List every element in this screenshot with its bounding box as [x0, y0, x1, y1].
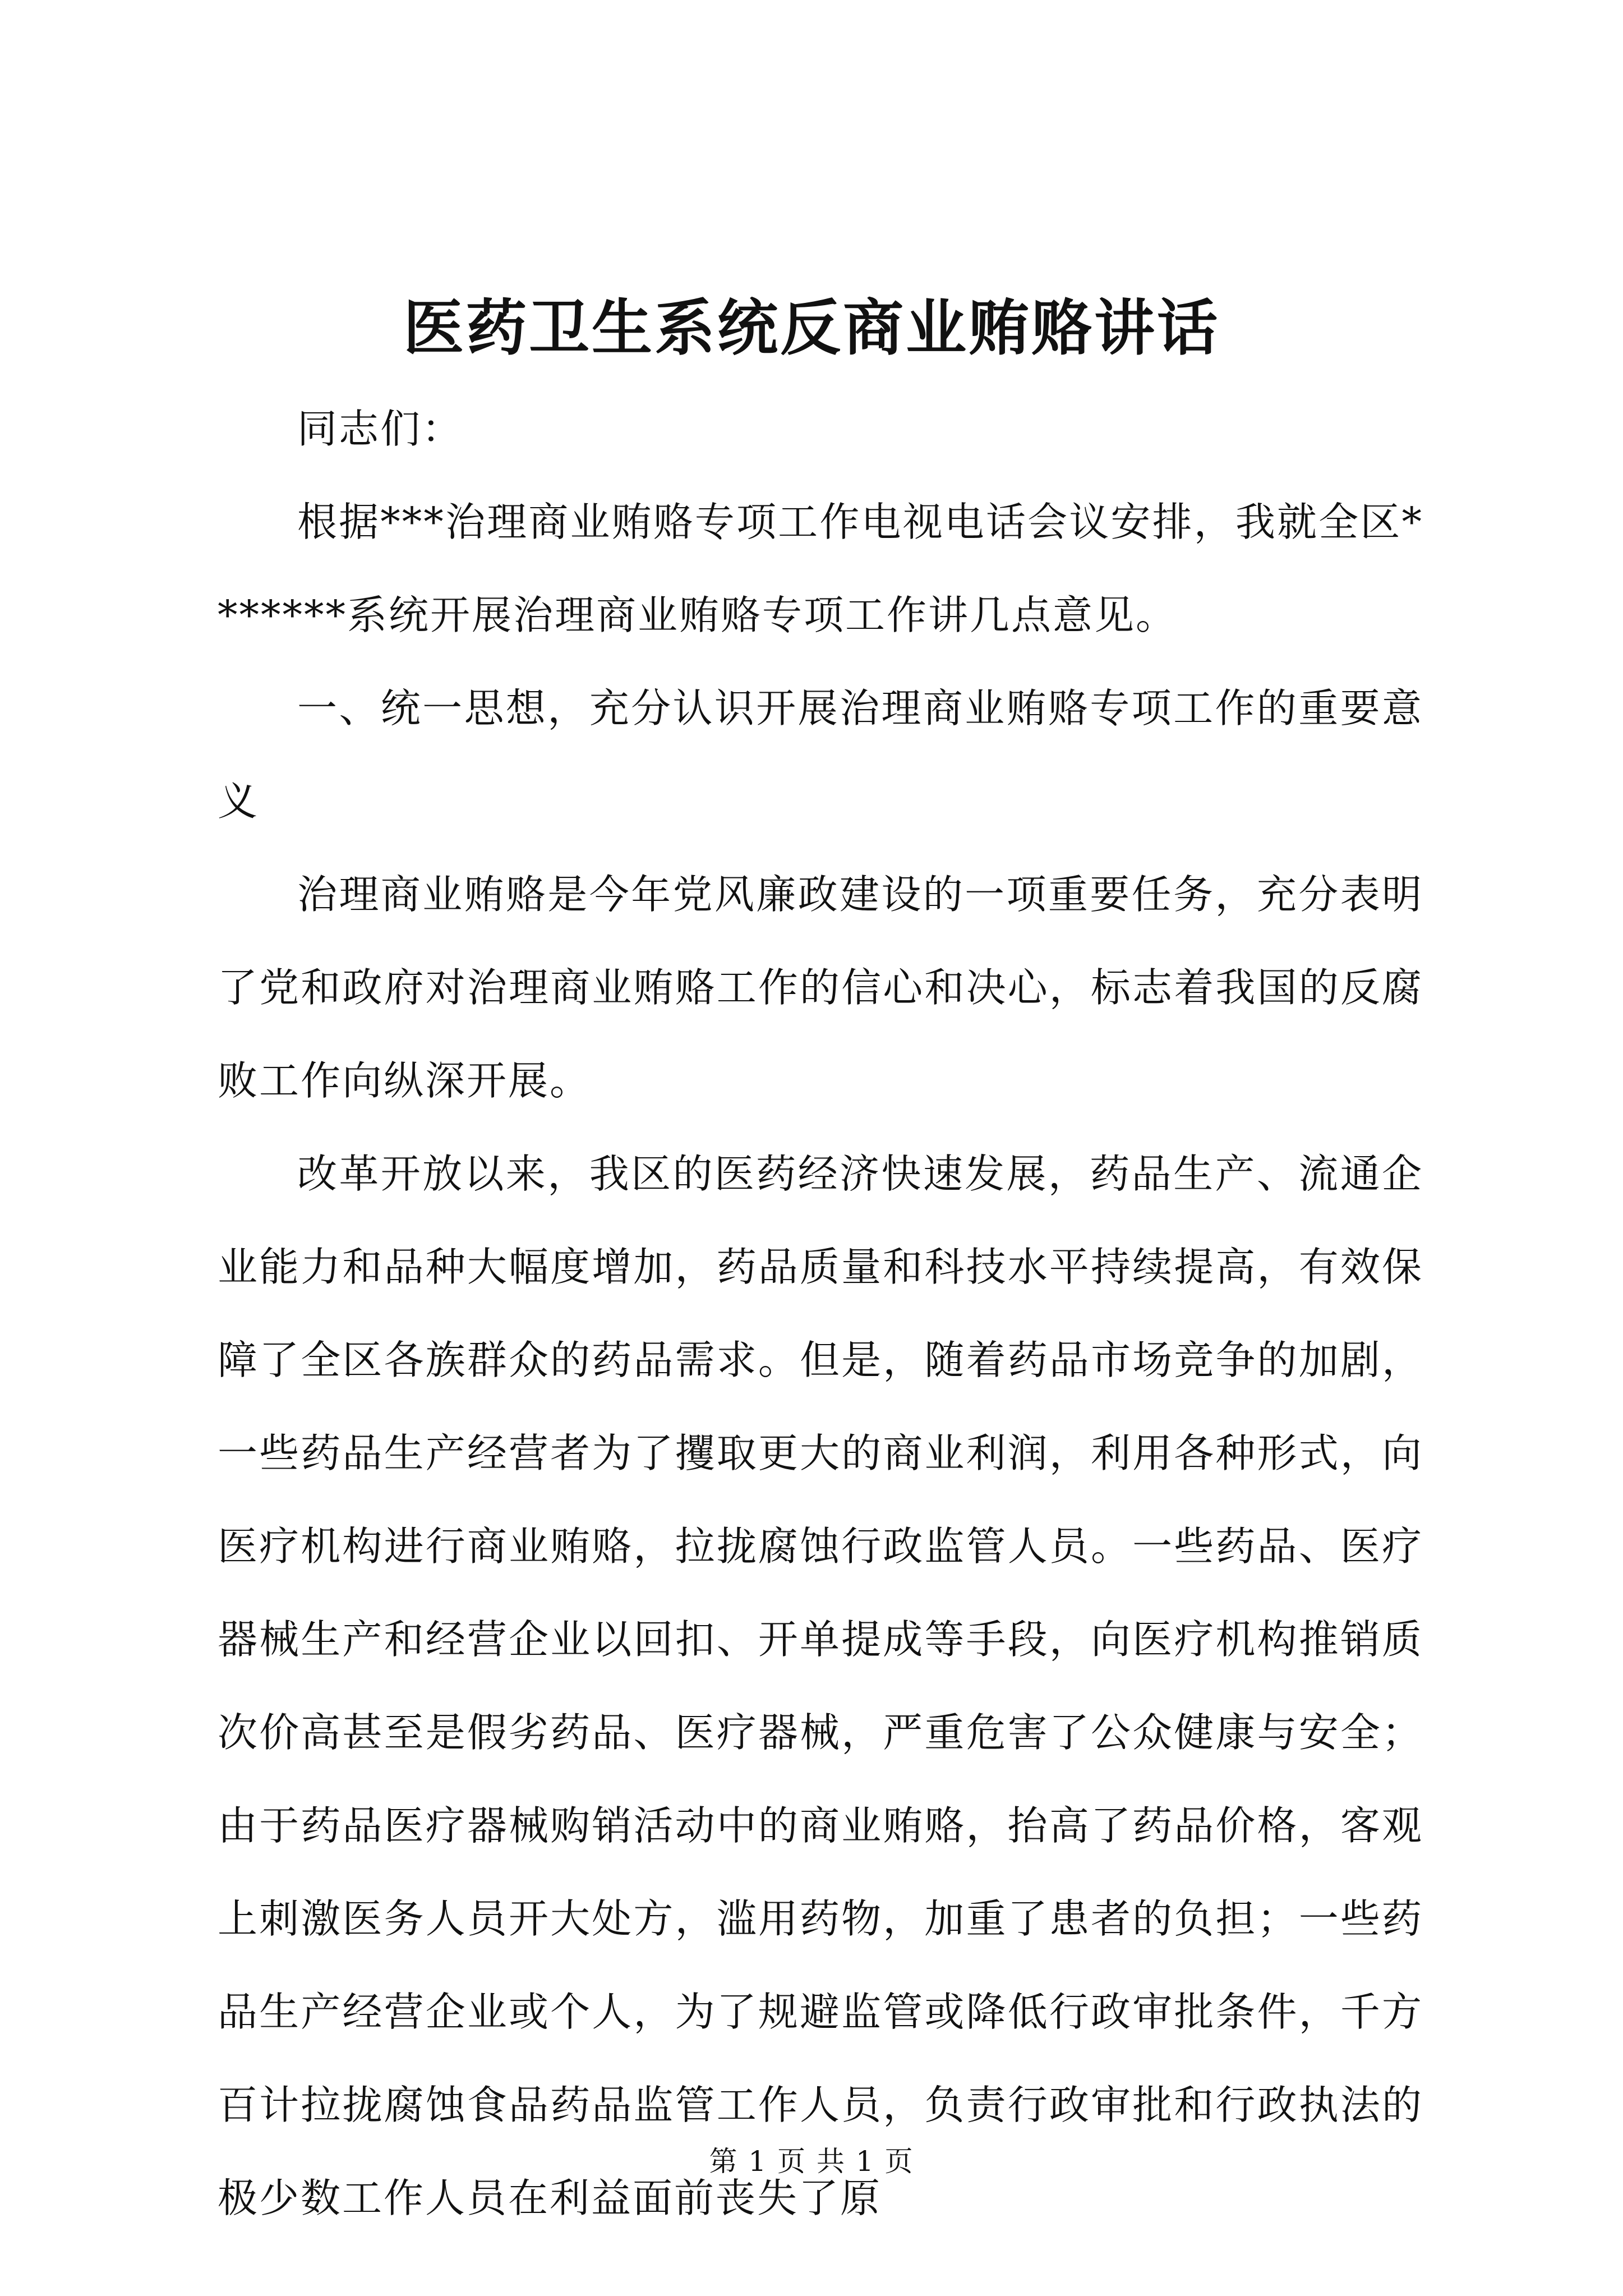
body-paragraph-1: 治理商业贿赂是今年党风廉政建设的一项重要任务，充分表明了党和政府对治理商业贿赂工作的信心和决心，标志着我国的反腐败工作向纵深开展。	[218, 871, 1423, 1104]
page-footer: 第 1 页 共 1 页	[709, 2145, 914, 2178]
document-body	[218, 383, 1423, 2245]
body-paragraph-2: 改革开放以来，我区的医药经济快速发展，药品生产、流通企业能力和品种大幅度增加，药品质量和科技水平持续提高，有效保障了全区各族群众的药品需求。但是，随着药品市场竞争的加剧，一些药品生产经营者为了攫取更大的商业利润，利用各种形式，向医疗机构进行商业贿赂，拉拢腐蚀行政监管人员。一些药品、医疗器械生产和经营企业以回扣、开单提成等手段，向医疗机构推销质次价高甚至是假劣药品、医疗器械，严重危害了公众健康与安全；由于药品医疗器械购销活动中的商业贿赂，抬高了药品价格，客观上刺激医务人员开大处方，滥用药物，加重了患者的负担；一些药品生产经营企业或个人，为了规避监管或降低行政审批条件，千方百计拉拢腐蚀食品药品监管工作人员，负责行政审批和行政执法的极少数工作人员在利益面前丧失了原	[218, 1151, 1423, 2221]
section-heading-1: 一、统一思想，充分认识开展治理商业贿赂专项工作的重要意义	[218, 685, 1423, 825]
salutation-paragraph: 同志们：	[297, 406, 464, 452]
intro-paragraph: 根据***治理商业贿赂专项工作电视电话会议安排，我就全区*******系统开展治理商业贿赂专项工作讲几点意见。	[218, 499, 1423, 638]
document-title: 医药卫生系统反商业贿赂讲话	[403, 293, 1220, 364]
